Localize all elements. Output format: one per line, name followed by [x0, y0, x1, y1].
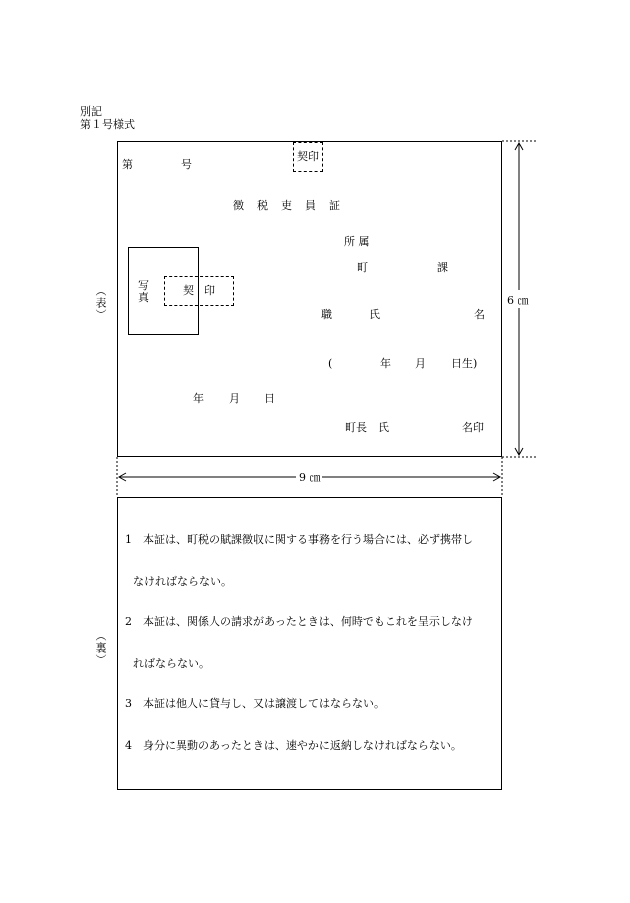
- annex-label: 別記: [80, 105, 102, 118]
- affiliation-label: 所 属: [344, 235, 370, 248]
- back-side-label: （裏）: [94, 630, 107, 666]
- note-item-3: 3 本証は他人に貸与し、又は譲渡してはならない。: [125, 697, 385, 710]
- number-prefix: 第: [122, 158, 133, 171]
- issue-month: 月: [229, 392, 240, 405]
- birth-open-paren: (: [328, 357, 333, 370]
- top-seal-label: 契印: [297, 150, 319, 163]
- front-side-label: （表）: [94, 285, 107, 321]
- name-label-1: 氏: [369, 308, 380, 321]
- height-dimension-label: 6 ㎝: [507, 294, 529, 307]
- number-suffix: 号: [181, 158, 192, 171]
- note-item-4: 4 身分に異動のあったときは、速やかに返納しなければならない。: [125, 739, 462, 752]
- photo-label-1: 写: [138, 279, 149, 292]
- note-item-2-line-2: ればならない。: [133, 657, 210, 670]
- note-item-2-line-1: 2 本証は、関係人の請求があったときは、何時でもこれを呈示しなけ: [125, 615, 473, 628]
- issue-day: 日: [264, 392, 275, 405]
- name-label-2: 名: [474, 308, 485, 321]
- issue-year: 年: [193, 392, 204, 405]
- note-item-1-line-1: 1 本証は、町税の賦課徴収に関する事務を行う場合には、必ず携帯し: [125, 533, 473, 546]
- position-label: 職: [321, 308, 332, 321]
- birth-year: 年: [380, 357, 391, 370]
- middle-seal-char-1: 契: [183, 284, 194, 297]
- mayor-seal: 名印: [462, 421, 484, 434]
- town-label: 町: [357, 261, 368, 274]
- section-label: 課: [437, 261, 448, 274]
- card-title: 徴 税 吏 員 証: [233, 199, 341, 212]
- birth-month: 月: [415, 357, 426, 370]
- photo-label-2: 真: [138, 291, 149, 304]
- note-item-1-line-2: なければならない。: [133, 575, 232, 588]
- mayor-label: 町長 氏: [345, 421, 389, 434]
- birth-day: 日生): [451, 357, 478, 370]
- form-number: 第１号様式: [80, 118, 135, 131]
- width-dimension-label: 9 ㎝: [299, 471, 321, 484]
- middle-seal-char-2: 印: [204, 284, 215, 297]
